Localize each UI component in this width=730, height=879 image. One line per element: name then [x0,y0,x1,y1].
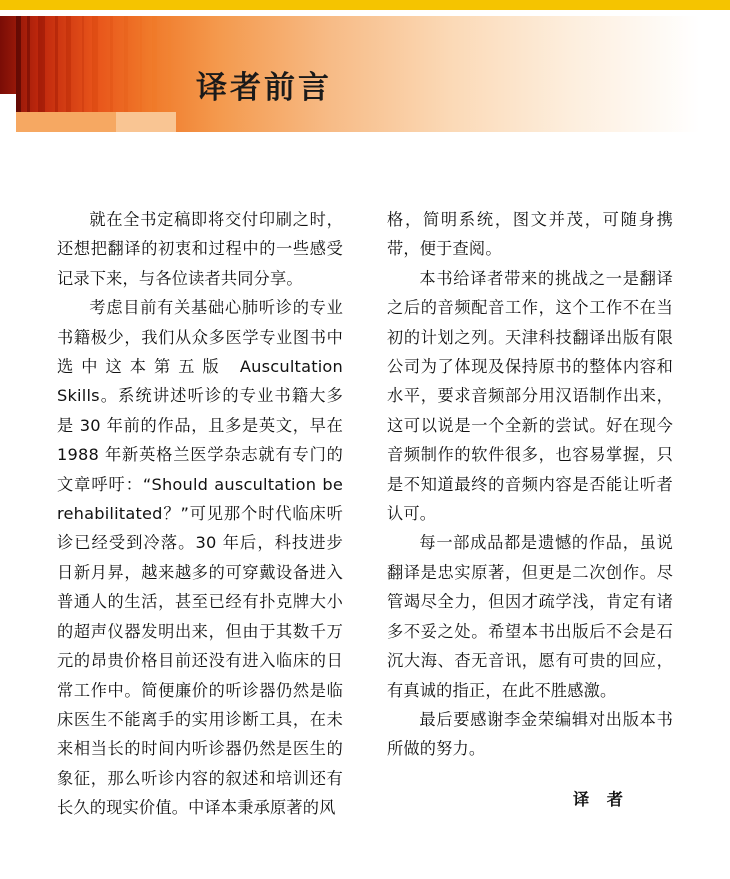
paragraph: 本书给译者带来的挑战之一是翻译之后的音频配音工作，这个工作不在当初的计划之列。天津科技翻译出版有限公司为了体现及保持原书的整体内容和水平，要求音频部分用汉语制作出来，这可以说是一个全新的尝试。好在现今音频制作的软件很多，也容易掌握，只是不知道最终的音频内容是否能让听者认可。 [387,268,673,524]
paragraph: 考虑目前有关基础心肺听诊的专业书籍极少，我们从众多医学专业图书中选中这本第五版 Auscultation Skills。系统讲述听诊的专业书籍大多是 30 年前的作品，且多是英文，早在 1988 年新英格兰医学杂志就有专门的文章呼吁：“Should auscultation be rehabilitated？”可见那个时代临床听诊已经受到冷落。30 年后，科技进步日新月昇，越来越多的可穿戴设备进入普通人的生活，甚至已经有扑克牌大小的超声仪器发明出来，但由于其数千万元的昂贵价格目前还没有进入临床的日常工作中。简便廉价的听诊器仍然是临床医生不能离手的实用诊断工具，在未来相当长的时间内听诊器仍然是医生的象征，那么听诊内容的叙述和培训还有长久的现实价值。中译本秉承原著的风 [57,298,343,818]
paragraph: 格，简明系统，图文并茂，可随身携带，便于查阅。 [387,210,673,259]
header-banner [0,0,730,132]
column-right [387,205,673,823]
signature: 译 者 [572,789,629,809]
paragraph: 每一部成品都是遗憾的作品，虽说翻译是忠实原著，但更是二次创作。尽管竭尽全力，但因才疏学浅，肯定有诸多不妥之处。希望本书出版后不会是石沉大海、杳无音讯，愿有可贵的回应，有真诚的指正，在此不胜感激。 [387,533,673,700]
banner-notch-right [116,112,176,132]
page-content [0,205,730,865]
page-title: 译者前言 [196,70,332,106]
two-column-layout [57,205,673,823]
paragraph: 最后要感谢李金荣编辑对出版本书所做的努力。 [387,709,673,759]
banner-notch-left [0,94,16,132]
paragraph: 就在全书定稿即将交付印刷之时，还想把翻译的初衷和过程中的一些感受记录下来，与各位读者共同分享。 [57,210,343,288]
banner-yellow-rule [0,0,730,10]
column-left [57,205,343,823]
banner-notch-mid [16,112,116,132]
